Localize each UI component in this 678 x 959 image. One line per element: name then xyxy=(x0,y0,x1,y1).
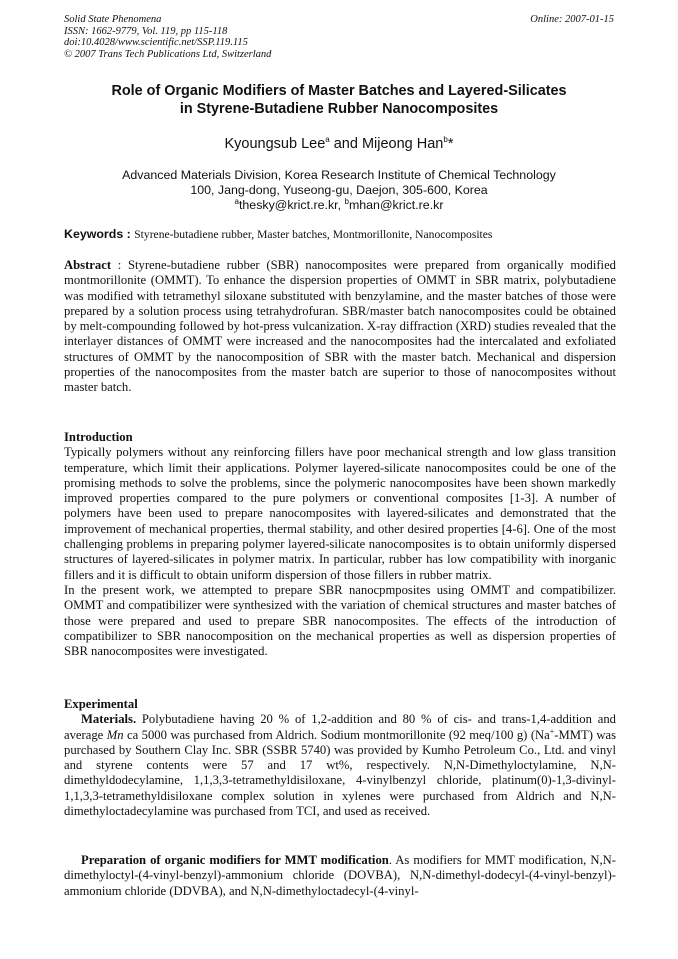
email-a: thesky@krict.re.kr, xyxy=(238,198,345,213)
paper-title xyxy=(60,82,618,118)
affiliation-line-2: 100, Jang-dong, Yuseong-gu, Daejon, 305-600, Korea xyxy=(190,183,488,198)
affiliation-line-1: Advanced Materials Division, Korea Research Institute of Chemical Technology xyxy=(122,168,556,182)
materials-paragraph xyxy=(64,712,616,819)
experimental-section xyxy=(64,697,616,819)
keywords-text: Styrene-butadiene rubber, Master batches, Montmorillonite, Nanocomposites xyxy=(134,228,493,241)
preparation-label: Preparation of organic modifiers for MMT modification xyxy=(81,853,389,867)
abstract-label: Abstract xyxy=(64,258,112,272)
author-2: Mijeong Han xyxy=(361,136,444,152)
title-line-1: Role of Organic Modifiers of Master Batches and Layered-Silicates xyxy=(111,83,567,99)
affiliation-emails xyxy=(60,198,618,213)
author-1-sup: a xyxy=(325,135,330,145)
journal-doi: doi:10.4028/www.scientific.net/SSP.119.115 xyxy=(64,37,248,48)
keywords-label: Keywords : xyxy=(64,227,135,241)
abstract-text: : Styrene-butadiene rubber (SBR) nanocomposites were prepared from organically modified montmorillonite (OMMT). To enhance the dispersion properties of OMMT in SBR matrix, polybutadiene was modified with tetramethyl siloxane substituted with benzylamine, and the master batches of those were prepared by a solution process using tetrahydrofuran. SBR/master batch nanocomposites could be obtained by melt-compounding followed by hot-press vulcanization. X-ray diffraction (XRD) studies revealed that the interlayer distances of OMMT were increased and the nanocomposites had the intercalated and exfoliated structures of OMMT by the nanocomposition of SBR with the master batch. Mechanical and dispersion properties of the nanocomposites from the master batch are superior to those of nanocomposites without master batch. xyxy=(64,258,616,395)
keywords xyxy=(64,227,616,241)
journal-copyright: © 2007 Trans Tech Publications Ltd, Switzerland xyxy=(64,48,272,60)
email-b-sup: b xyxy=(344,197,349,207)
experimental-heading: Experimental xyxy=(64,697,138,711)
introduction-heading: Introduction xyxy=(64,430,133,444)
author-2-sup: b xyxy=(443,135,448,145)
author-1: Kyoungsub Lee xyxy=(224,136,326,152)
materials-text-c: -MMT) was purchased by Southern Clay Inc. SBR (SSBR 5740) was provided by Kumho Petroleum Co., Ltd. and vinyl and styrene contents were 57 and 17 wt%, respectively. N,N-Dimethyloctylamine, N,N-dimethyldodecylamine, 1,1,3,3-tetramethyldisiloxane, 4-vinylbenzyl chloride, platinum(0)-1,3-divinyl-1,1,3,3-tetramethyldisiloxane complex solution in xylenes were purchased from Aldrich and N,N-dimethyloctadecylamine was purchased from TCI, and used as received. xyxy=(64,727,616,819)
abstract xyxy=(64,258,616,396)
journal-issn: ISSN: 1662-9779, Vol. 119, pp 115-118 xyxy=(64,25,228,37)
author-joiner: and xyxy=(329,136,362,152)
materials-text-b: ca 5000 was purchased from Aldrich. Sodium montmorillonite (92 meq/100 g) (Na xyxy=(123,727,550,742)
title-line-2: in Styrene-Butadiene Rubber Nanocomposites xyxy=(179,101,499,117)
online-date: Online: 2007-01-15 xyxy=(530,14,614,25)
introduction-section xyxy=(64,430,616,659)
introduction-paragraph-2: In the present work, we attempted to prepare SBR nanocpmposites using OMMT and compatibilizer. OMMT and compatibilizer were synthesized with the variation of chemical structures and master batches of those were prepared and used to prepare SBR nanocomposites. The effects of the introduction of compatibilizer to SBR nanocomposition on the mechanical properties as well as dispersion properties of SBR nanocomposites were investigated. xyxy=(64,582,616,659)
journal-name: Solid State Phenomena xyxy=(64,14,162,25)
materials-mn: Mn xyxy=(106,727,124,742)
email-b: mhan@krict.re.kr xyxy=(348,198,444,213)
journal-header xyxy=(64,14,271,60)
materials-label: Materials. xyxy=(81,712,137,727)
affiliation xyxy=(60,168,618,214)
email-a-sup: a xyxy=(234,197,239,207)
author-list xyxy=(60,136,618,152)
introduction-paragraph-1: Typically polymers without any reinforcing fillers have poor mechanical strength and low glass transition temperature, which limit their applications. Polymer layered-silicate nanocomposites could be one of the promising methods to solve the problems, since the polymeric nanocomposites have been shown markedly improved properties compared to the pure polymers or conventional composites [1-3]. A number of polymers have been used to prepare nanocomposites with layered-silicates and demonstrated that the improvement of mechanical properties, thermal stability, and other desired properties [4-6]. One of the most challenging problems in preparing polymer layered-silicate nanocomposites is to obtain uniformly dispersed structures of layered-silicates in polymer matrix. In particular, rubber has low compatibility with inorganic fillers and it is difficult to obtain uniform dispersion of those fillers in rubber matrix. xyxy=(64,445,616,582)
materials-text-a: Polybutadiene having 20 % of 1,2-addition and 80 % of cis- and trans-1,4-addition and average xyxy=(64,712,616,742)
preparation-text: . As modifiers for MMT modification, N,N-dimethyloctyl-(4-vinyl-benzyl)-ammonium chloride (DOVBA), N,N-dimethyl-dodecyl-(4-vinyl-benzyl)-ammonium chloride (DDVBA), and N,N-dimethyloctadecyl-(4-vinyl- xyxy=(64,853,616,898)
corresponding-star: * xyxy=(447,136,454,152)
materials-sup: + xyxy=(549,726,555,736)
preparation-paragraph xyxy=(64,853,616,899)
